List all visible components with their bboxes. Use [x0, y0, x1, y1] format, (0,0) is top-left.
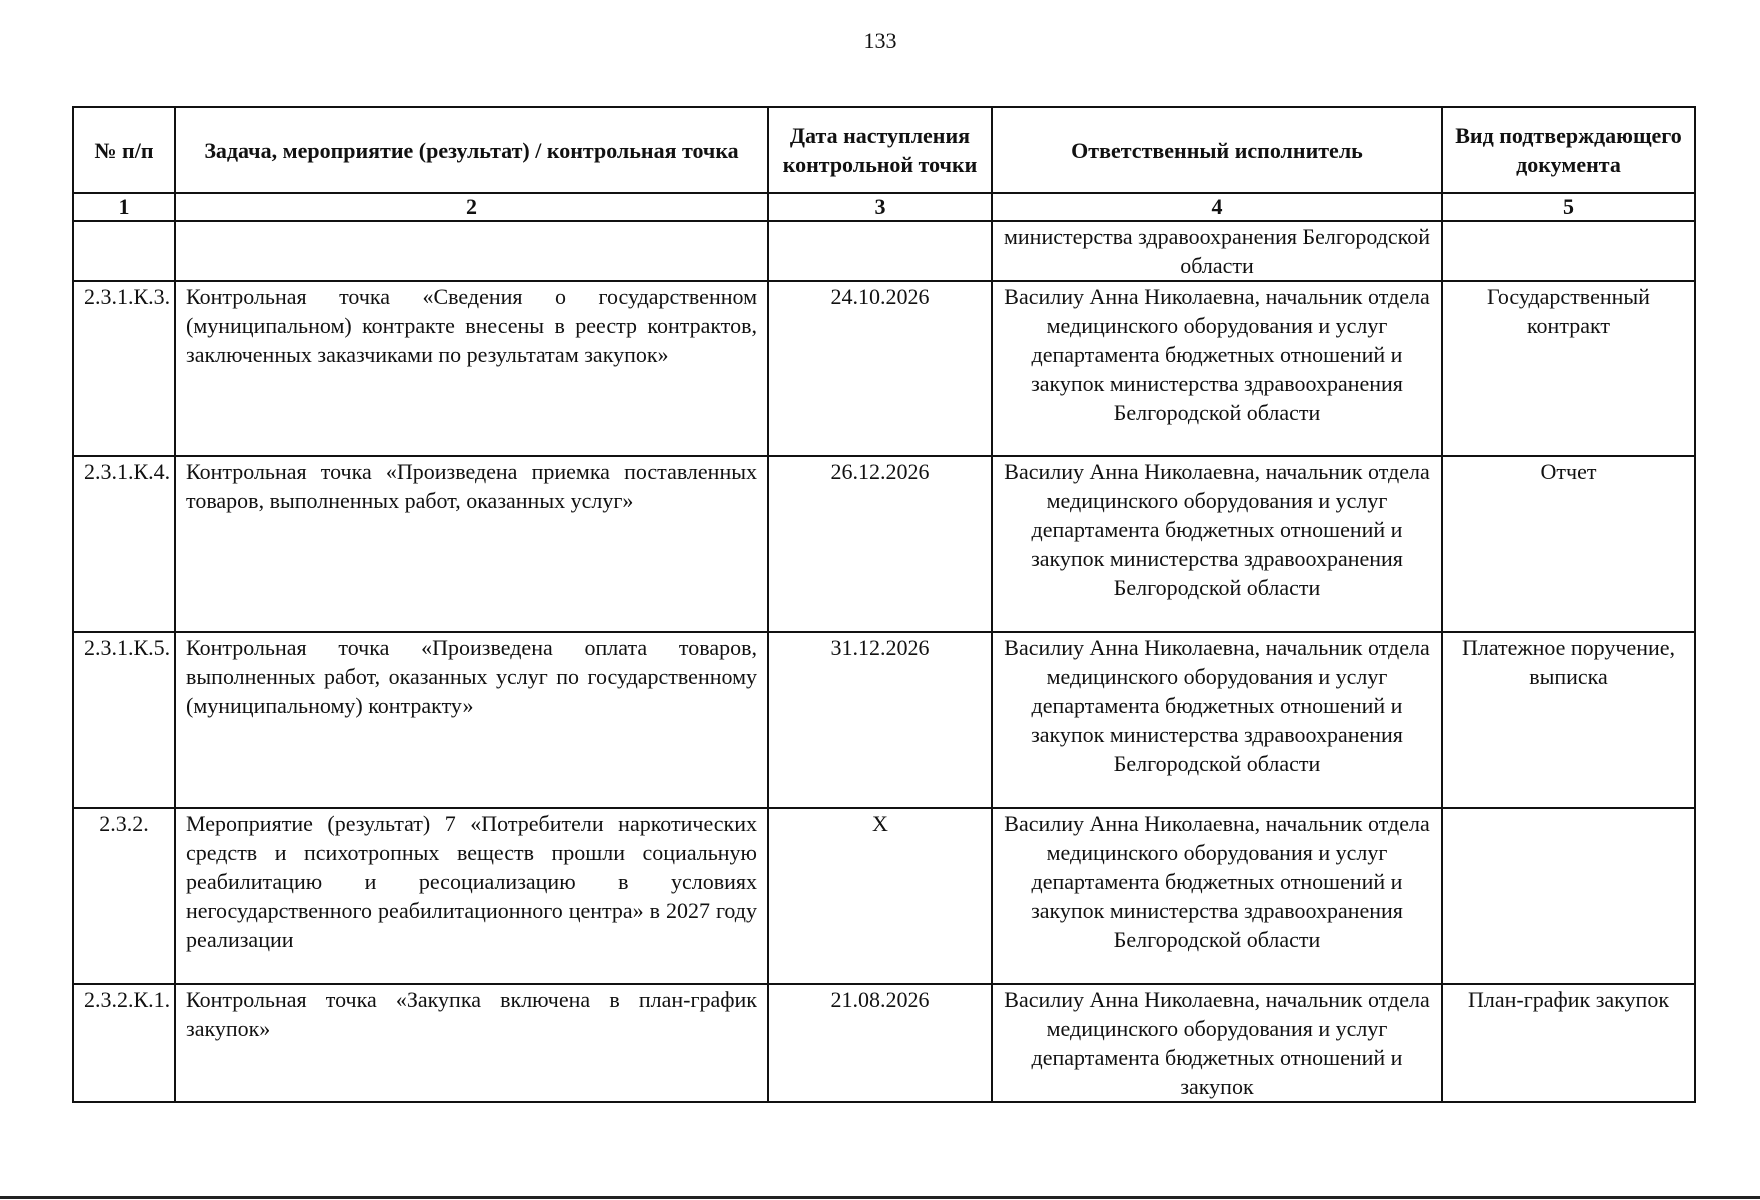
row-date: 24.10.2026: [768, 281, 992, 456]
row-number: 2.3.1.К.4.: [73, 456, 175, 632]
row-document: План-график закупок: [1442, 984, 1695, 1102]
table-row: [73, 632, 1695, 808]
table-row: [73, 984, 1695, 1102]
page-number: 133: [863, 28, 897, 53]
row-document: [1442, 808, 1695, 984]
row-date: 21.08.2026: [768, 984, 992, 1102]
column-number: 3: [768, 193, 992, 221]
row-executor: Василиу Анна Николаевна, начальник отдела медицинского оборудования и услуг департамента бюджетных отношений и закупок министерства здравоохранения Белгородской области: [992, 281, 1442, 456]
column-number-row: [73, 193, 1695, 221]
row-number: 2.3.1.К.5.: [73, 632, 175, 808]
row-executor: министерства здравоохранения Белгородской области: [992, 221, 1442, 281]
row-task: Контрольная точка «Произведена приемка поставленных товаров, выполненных работ, оказанных услуг»: [175, 456, 768, 632]
row-task: Контрольная точка «Закупка включена в план-график закупок»: [175, 984, 768, 1102]
column-number: 2: [175, 193, 768, 221]
table-row: [73, 808, 1695, 984]
row-executor: Василиу Анна Николаевна, начальник отдела медицинского оборудования и услуг департамента бюджетных отношений и закупок министерства здравоохранения Белгородской области: [992, 808, 1442, 984]
table-row: [73, 281, 1695, 456]
row-date: [768, 221, 992, 281]
row-document: [1442, 221, 1695, 281]
table-row: [73, 456, 1695, 632]
row-task: Контрольная точка «Произведена оплата товаров, выполненных работ, оказанных услуг по государственному (муниципальному) контракту»: [175, 632, 768, 808]
header-date: Дата наступления контрольной точки: [768, 107, 992, 193]
header-number: № п/п: [73, 107, 175, 193]
control-points-table: [72, 106, 1696, 1103]
column-number: 5: [1442, 193, 1695, 221]
column-number: 4: [992, 193, 1442, 221]
row-executor: Василиу Анна Николаевна, начальник отдела медицинского оборудования и услуг департамента бюджетных отношений и закупок министерства здравоохранения Белгородской области: [992, 456, 1442, 632]
row-number: 2.3.2.К.1.: [73, 984, 175, 1102]
row-date: 31.12.2026: [768, 632, 992, 808]
row-number: 2.3.2.: [73, 808, 175, 984]
row-executor: Василиу Анна Николаевна, начальник отдела медицинского оборудования и услуг департамента бюджетных отношений и закупок: [992, 984, 1442, 1102]
header-executor: Ответственный исполнитель: [992, 107, 1442, 193]
row-document: Платежное поручение, выписка: [1442, 632, 1695, 808]
header-task: Задача, мероприятие (результат) / контрольная точка: [175, 107, 768, 193]
row-date: 26.12.2026: [768, 456, 992, 632]
row-number: [73, 221, 175, 281]
table-header-row: [73, 107, 1695, 193]
row-document: Отчет: [1442, 456, 1695, 632]
row-date: Х: [768, 808, 992, 984]
row-number: 2.3.1.К.3.: [73, 281, 175, 456]
row-task: Контрольная точка «Сведения о государственном (муниципальном) контракте внесены в реестр контрактов, заключенных заказчиками по результатам закупок»: [175, 281, 768, 456]
row-task: [175, 221, 768, 281]
column-number: 1: [73, 193, 175, 221]
bottom-scan-edge: [0, 1196, 1760, 1199]
row-document: Государственный контракт: [1442, 281, 1695, 456]
row-task: Мероприятие (результат) 7 «Потребители наркотических средств и психотропных веществ прошли социальную реабилитацию и ресоциализацию в условиях негосударственного реабилитационного центра» в 2027 году реализации: [175, 808, 768, 984]
table-row: [73, 221, 1695, 281]
row-executor: Василиу Анна Николаевна, начальник отдела медицинского оборудования и услуг департамента бюджетных отношений и закупок министерства здравоохранения Белгородской области: [992, 632, 1442, 808]
header-document: Вид подтверждающего документа: [1442, 107, 1695, 193]
